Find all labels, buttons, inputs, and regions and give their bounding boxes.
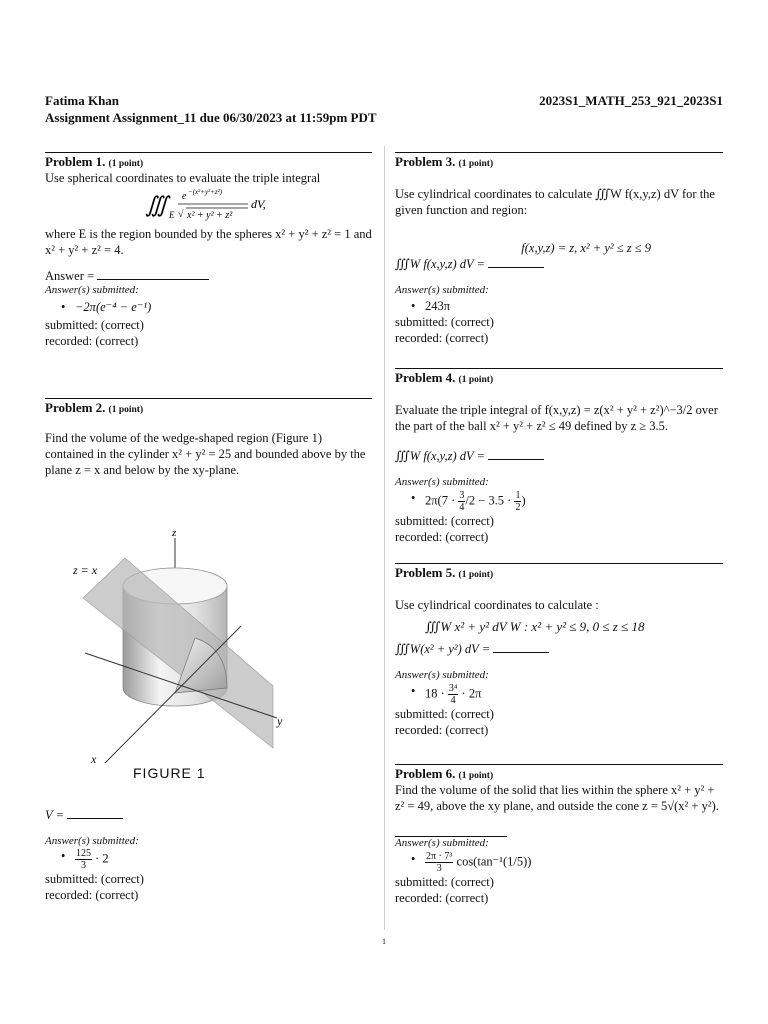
- problem-4-title: Problem 4. (1 point): [395, 370, 494, 385]
- answers-submitted-label: Answer(s) submitted:: [395, 284, 489, 296]
- submitted-status: submitted: (correct): [395, 315, 494, 329]
- problem-4-answer-line: ∭W f(x,y,z) dV =: [395, 448, 723, 464]
- submitted-status: submitted: (correct): [395, 514, 494, 528]
- answer-blank[interactable]: [488, 257, 544, 268]
- problem-rule: [395, 152, 723, 153]
- problem-2: [45, 398, 372, 903]
- assignment-title: Assignment Assignment_11 due 06/30/2023 at 11:59pm PDT: [45, 110, 377, 125]
- svg-text:−(x²+y²+z²): −(x²+y²+z²): [188, 188, 223, 196]
- problem-1: [45, 152, 372, 349]
- page-number: 1: [382, 937, 386, 946]
- answer-blank[interactable]: [67, 808, 123, 819]
- problem-1-intro: Use spherical coordinates to evaluate the triple integral: [45, 171, 321, 185]
- figure-1: [45, 478, 372, 763]
- submitted-answer: • $\frac{\text{2π · 7³}}{3}$ cos(tan⁻¹(1/5)): [395, 851, 723, 874]
- label-x: x: [91, 752, 97, 763]
- submitted-status: submitted: (correct): [45, 318, 144, 332]
- problem-2-answer-line: V =: [45, 807, 372, 823]
- answers-submitted-label: Answer(s) submitted:: [45, 284, 139, 296]
- svg-text:√: √: [178, 209, 184, 220]
- problem-6-text: Find the volume of the solid that lies within the sphere x² + y² + z² = 49, above the xy plane, and outside the cone z = 5√(x² + y²).: [395, 783, 719, 813]
- submitted-answer: • 18 · $\frac{\text{3⁴}}{4}$ · 2π: [395, 683, 723, 706]
- answers-submitted-label: Answer(s) submitted:: [395, 837, 489, 849]
- problem-5-integral: ∭W x² + y² dV W : x² + y² ≤ 9, 0 ≤ z ≤ 18: [425, 619, 645, 634]
- problem-6: [395, 764, 723, 906]
- svg-text:dV,: dV,: [251, 197, 266, 211]
- submitted-status: submitted: (correct): [45, 872, 144, 886]
- recorded-status: recorded: (correct): [395, 891, 489, 905]
- label-y: y: [277, 714, 283, 728]
- svg-text:E: E: [169, 210, 175, 220]
- problem-2-title: Problem 2. (1 point): [45, 400, 144, 415]
- answer-blank[interactable]: [97, 269, 209, 280]
- problem-3-title: Problem 3. (1 point): [395, 154, 494, 169]
- submitted-status: submitted: (correct): [395, 707, 494, 721]
- svg-text:x² + y² + z²: x² + y² + z²: [187, 210, 233, 221]
- svg-text:∭: ∭: [145, 192, 169, 217]
- submitted-answer: • −2π(e⁻⁴ − e⁻¹): [45, 299, 372, 315]
- recorded-status: recorded: (correct): [45, 334, 139, 348]
- wedge-figure: [45, 478, 372, 763]
- problem-1-answer-line: Answer =: [45, 268, 372, 284]
- problem-5: [395, 563, 723, 738]
- recorded-status: recorded: (correct): [395, 331, 489, 345]
- problem-3: [395, 152, 723, 346]
- problem-3-function: f(x,y,z) = z, x² + y² ≤ z ≤ 9: [521, 241, 651, 255]
- problem-rule: [45, 398, 372, 399]
- submitted-answer: • 2π(7 · $\frac{3}{4}$ /2 − 3.5 · $\frac{1}{2}$ ): [395, 490, 723, 513]
- recorded-status: recorded: (correct): [45, 888, 139, 902]
- submitted-answer: • $\frac{125}{3}$ · 2: [45, 848, 372, 871]
- figure-caption: FIGURE 1: [133, 765, 206, 781]
- column-divider: [384, 146, 385, 930]
- answer-blank[interactable]: [488, 449, 544, 460]
- problem-rule: [395, 764, 723, 765]
- label-plane: z = x: [73, 563, 98, 577]
- svg-text:e: e: [182, 191, 187, 202]
- problem-1-region: where E is the region bounded by the spheres x² + y² + z² = 1 and x² + y² + z² = 4.: [45, 227, 372, 257]
- answers-submitted-label: Answer(s) submitted:: [395, 476, 489, 488]
- problem-4-text: Evaluate the triple integral of f(x,y,z) = z(x² + y² + z²)^−3/2 over the part of the ball x² + y² + z² ≤ 49 defined by z ≥ 3.5.: [395, 403, 718, 433]
- problem-rule: [395, 563, 723, 564]
- problem-5-text: Use cylindrical coordinates to calculate :: [395, 598, 599, 612]
- submitted-status: submitted: (correct): [395, 875, 494, 889]
- answers-submitted-label: Answer(s) submitted:: [395, 669, 489, 681]
- triple-integral-formula: [45, 186, 372, 226]
- problem-6-title: Problem 6. (1 point): [395, 766, 494, 781]
- problem-4: [395, 368, 723, 545]
- answer-blank[interactable]: [493, 642, 549, 653]
- problem-3-answer-line: ∭W f(x,y,z) dV =: [395, 256, 723, 272]
- problem-3-text: Use cylindrical coordinates to calculate ∭W f(x,y,z) dV for the given function and region:: [395, 187, 715, 217]
- course-code: 2023S1_MATH_253_921_2023S1: [539, 93, 723, 108]
- problem-2-text: Find the volume of the wedge-shaped region (Figure 1) contained in the cylinder x² + y² = 25 and bounded above by the plane z = x and below by the xy-plane.: [45, 431, 366, 477]
- recorded-status: recorded: (correct): [395, 530, 489, 544]
- problem-1-integral: [45, 186, 372, 226]
- problem-rule: [395, 368, 723, 369]
- problem-5-title: Problem 5. (1 point): [395, 565, 494, 580]
- label-z: z: [172, 527, 177, 539]
- student-name: Fatima Khan: [45, 93, 120, 108]
- problem-5-answer-line: ∭W(x² + y²) dV =: [395, 641, 723, 657]
- answers-submitted-label: Answer(s) submitted:: [45, 835, 139, 847]
- problem-rule: [45, 152, 372, 153]
- submitted-answer: • 243π: [395, 298, 723, 314]
- recorded-status: recorded: (correct): [395, 723, 489, 737]
- problem-1-title: Problem 1. (1 point): [45, 154, 144, 169]
